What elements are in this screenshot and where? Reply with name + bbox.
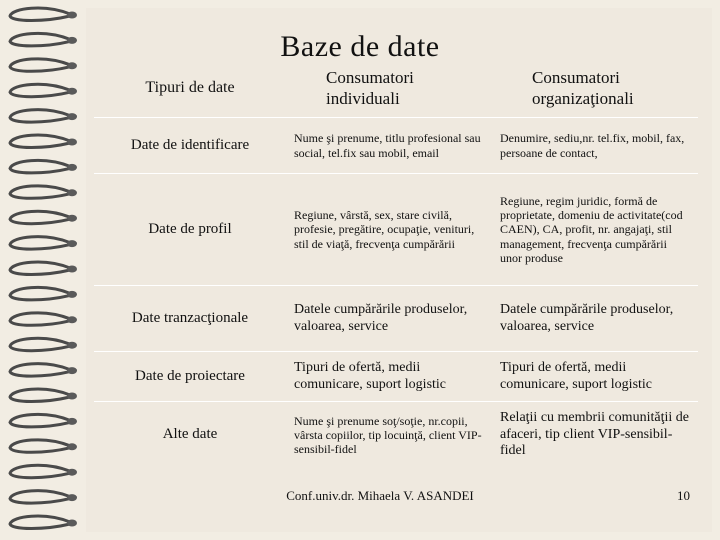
binding-hole [67,469,77,476]
spiral-ring [10,8,70,20]
row-type-transactional: Date tranzacţionale [94,286,286,352]
data-types-table [94,60,698,468]
spiral-ring [10,313,70,325]
spiral-ring [10,491,70,503]
binding-hole [67,316,77,323]
binding-hole [67,291,77,298]
spiral-ring [10,440,70,452]
binding-hole [67,164,77,171]
row-organizational-other: Relaţii cu membrii comunităţii de afaceri, tip client VIP-sensibil-fidel [500,410,689,459]
row-individual-design: Tipuri de ofertă, medii comunicare, suport logistic [286,352,492,402]
spiral-ring [10,110,70,122]
binding-hole [67,139,77,146]
row-organizational-transactional: Datele cumpărările produselor, valoarea, service [492,286,698,352]
spiral-ring [10,516,70,528]
row-organizational-identification: Denumire, sediu,nr. tel.fix, mobil, fax, persoane de contact, [492,118,698,174]
binding-hole [67,418,77,425]
spiral-ring [10,211,70,223]
spiral-binding [0,0,90,540]
row-organizational-design: Tipuri de ofertă, medii comunicare, suport logistic [492,352,698,402]
header-types: Tipuri de date [94,60,286,118]
row-organizational-profile: Regiune, regim juridic, formă de proprietate, domeniu de activitate(cod CAEN), CA, profit, nr. angajaţi, stil management, frecvenţa cumpărării unor produse [492,174,698,286]
spiral-ring [10,287,70,299]
row-individual-profile: Regiune, vârstă, sex, stare civilă, profesie, pregătire, ocupaţie, venituri, stil de viaţă, frecvenţa cumpărării [286,174,492,286]
binding-hole [67,367,77,374]
binding-hole [67,342,77,349]
binding-hole [67,240,77,247]
row-type-design: Date de proiectare [94,352,286,402]
binding-hole [67,88,77,95]
spiral-ring [10,160,70,172]
header-organizational: Consumatori organizaţionali [492,60,698,118]
binding-hole [67,113,77,120]
spiral-ring [10,237,70,249]
slide-title: Baze de date [280,30,440,63]
page-number: 10 [677,488,690,503]
footer-author: Conf.univ.dr. Mihaela V. ASANDEI [286,488,474,503]
row-type-other: Alte date [162,426,218,443]
binding-hole [67,393,77,400]
row-type-identification: Date de identificare [94,118,286,174]
spiral-ring [10,338,70,350]
binding-hole [67,520,77,527]
spiral-ring [10,135,70,147]
row-individual-other: Nume şi prenume soţ/soţie, nr.copii, vârsta copiilor, tip locuinţă, client VIP-sensibil-fidel [294,413,482,457]
binding-hole [67,189,77,196]
binding-hole [67,215,77,222]
spiral-ring [10,465,70,477]
spiral-ring [10,414,70,426]
spiral-ring [10,389,70,401]
spiral-ring [10,84,70,96]
row-individual-transactional: Datele cumpărările produselor, valoarea, service [286,286,492,352]
header-individual: Consumatori individuali [286,60,492,118]
row-type-profile: Date de profil [94,174,286,286]
spiral-ring [10,186,70,198]
binding-hole [67,443,77,450]
binding-hole [67,494,77,501]
binding-hole [67,266,77,273]
spiral-ring [10,262,70,274]
spiral-ring [10,364,70,376]
row-individual-identification: Nume şi prenume, titlu profesional sau social, tel.fix sau mobil, email [286,118,492,174]
binding-hole [67,12,77,19]
